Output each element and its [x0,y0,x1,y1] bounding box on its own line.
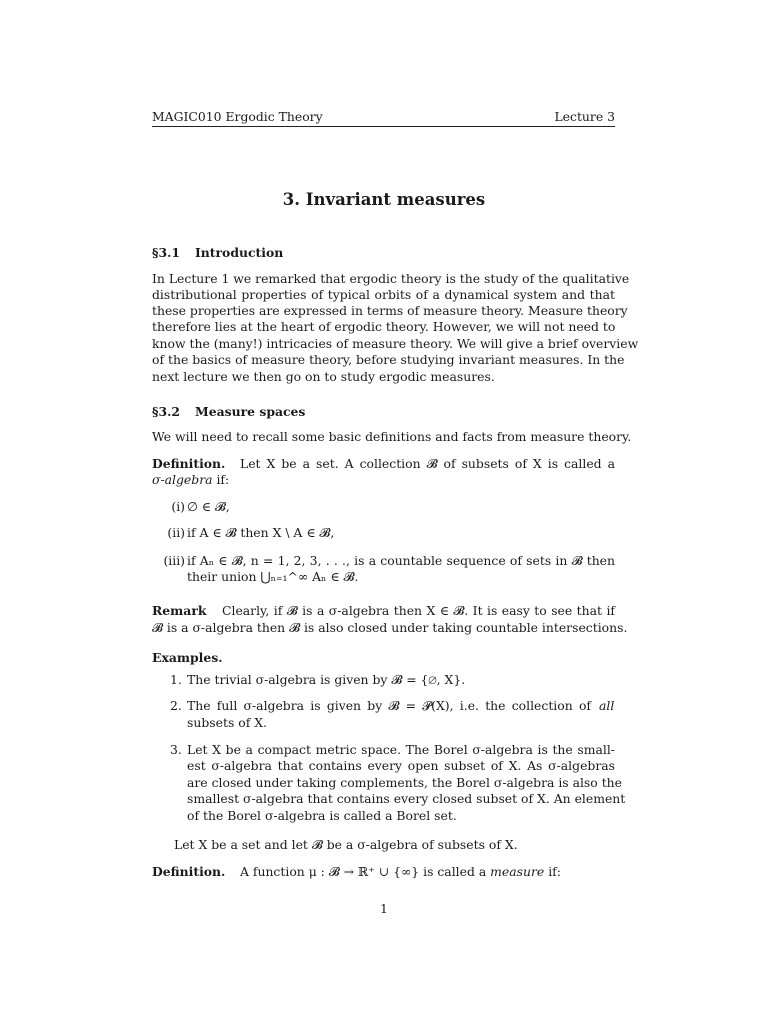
list-number: 3. [170,742,182,757]
example-text: The trivial σ-algebra is given by 𝓑 = {∅, X}. [187,672,466,687]
list-number: (i) [171,499,185,514]
definition-text-rest: if: [212,472,230,487]
example-text: The full σ-algebra is given by 𝓑 = 𝓟(X), i.e. the collection of [187,698,591,713]
examples-label: Examples. [152,650,223,665]
example-text: are closed under taking complements, the Borel σ-algebra is also the [187,775,622,790]
list-item-text: if Aₙ ∈ 𝓑, n = 1, 2, 3, . . ., is a countable sequence of sets in 𝓑 then [187,553,615,568]
definition-label: Definition. [152,864,226,879]
definition-text-a: A function μ : 𝓑 → ℝ⁺ ∪ {∞} is called a [240,864,487,879]
intro-line: of the basics of measure theory, before studying invariant measures. In the [152,352,625,367]
section-number: §3.1 [152,245,181,260]
intro-line: distributional properties of typical orbits of a dynamical system and that [152,287,615,302]
example-emphasis: all [599,698,615,713]
page-number: 1 [380,901,388,916]
definition-term: σ-algebra [152,472,213,487]
intro-line: next lecture we then go on to study ergodic measures. [152,369,495,384]
definition-text-line2 [152,472,229,488]
intro-line: therefore lies at the heart of ergodic theory. However, we will not need to [152,319,616,334]
list-item-text: if A ∈ 𝓑 then X \ A ∈ 𝓑, [187,525,335,540]
list-number: 2. [170,698,182,713]
recall-paragraph: We will need to recall some basic definitions and facts from measure theory. [152,429,632,444]
intro-line: know the (many!) intricacies of measure theory. We will give a brief overview [152,336,639,351]
example-text: subsets of X. [187,715,267,730]
example-text: of the Borel σ-algebra is called a Borel set. [187,808,457,823]
section-title: Introduction [195,245,284,260]
definition-text: Let X be a set. A collection 𝓑 of subsets of X is called a [240,456,615,471]
list-item-text-cont: their union ⋃ₙ₌₁^∞ Aₙ ∈ 𝓑. [187,569,359,584]
paragraph: Let X be a set and let 𝓑 be a σ-algebra of subsets of X. [174,837,518,852]
example-text: est σ-algebra that contains every open subset of X. As σ-algebras [187,758,615,773]
remark-text: 𝓑 is a σ-algebra then 𝓑 is also closed under taking countable intersections. [152,620,628,635]
section-title: Measure spaces [195,404,306,419]
example-text: smallest σ-algebra that contains every closed subset of X. An element [187,791,626,806]
definition-label: Definition. [152,456,226,471]
remark-text: Clearly, if 𝓑 is a σ-algebra then X ∈ 𝓑. It is easy to see that if [222,603,615,618]
example-text: Let X be a compact metric space. The Borel σ-algebra is the small- [187,742,615,757]
intro-line: In Lecture 1 we remarked that ergodic theory is the study of the qualitative [152,271,630,286]
running-header-right: Lecture 3 [554,109,615,124]
list-number: (iii) [163,553,185,568]
list-item-text: ∅ ∈ 𝓑, [187,499,230,514]
list-number: (ii) [167,525,185,540]
section-number: §3.2 [152,404,181,419]
header-rule [152,126,615,127]
remark-label: Remark [152,603,207,618]
lecture-title: 3. Invariant measures [282,190,486,209]
intro-line: these properties are expressed in terms of measure theory. Measure theory [152,303,628,318]
definition-text-b: if: [544,864,561,879]
definition-term: measure [490,864,545,879]
list-number: 1. [170,672,182,687]
running-header-left: MAGIC010 Ergodic Theory [152,109,323,124]
definition-text [240,864,561,880]
